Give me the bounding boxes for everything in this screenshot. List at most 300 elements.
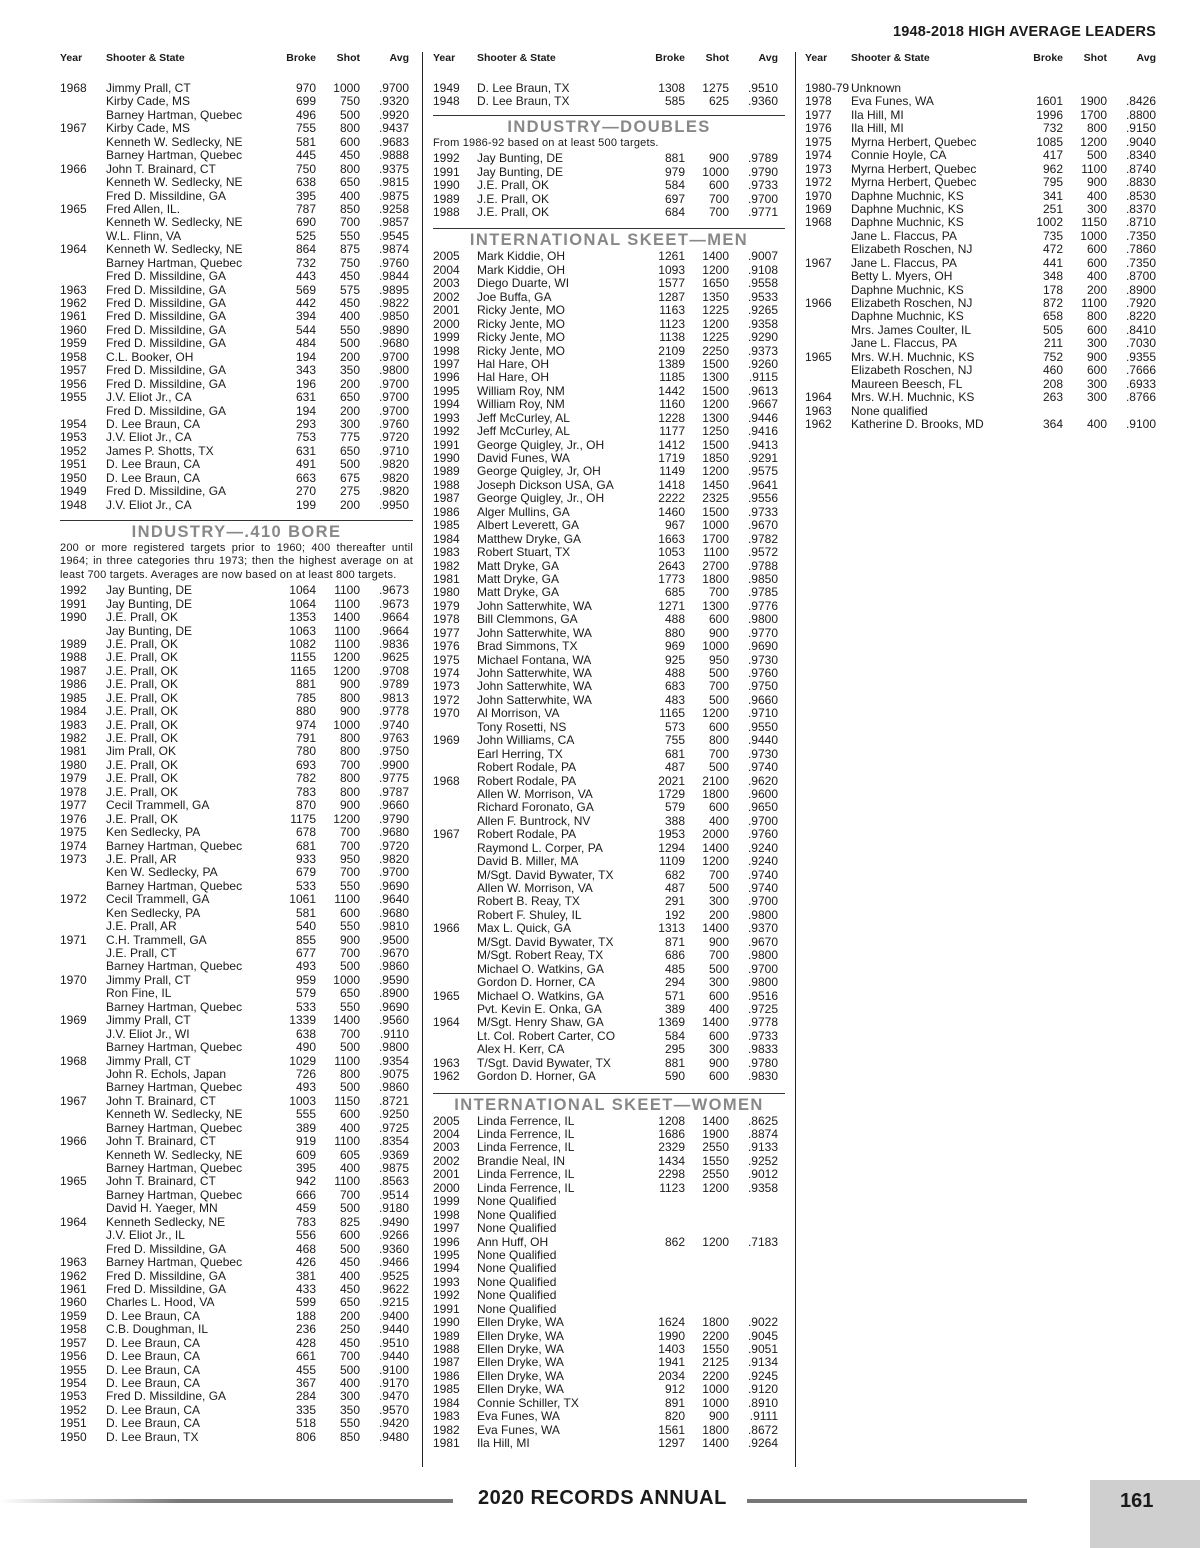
row-shot: 550 xyxy=(339,878,360,893)
row-broke: 556 xyxy=(295,1228,316,1243)
row-avg: .9291 xyxy=(747,451,778,466)
table-row xyxy=(433,721,785,734)
row-year xyxy=(433,963,477,976)
row-shot: 850 xyxy=(339,201,360,216)
table-row xyxy=(805,109,1157,122)
row-year xyxy=(433,895,477,908)
row-avg: .9570 xyxy=(378,1402,409,1417)
row-shot: 1200 xyxy=(702,706,729,721)
row-year: 1972 xyxy=(60,892,87,907)
header-year: Year xyxy=(60,52,83,64)
table-row xyxy=(805,203,1157,216)
row-shot: 700 xyxy=(708,867,729,882)
row-broke: 735 xyxy=(1042,228,1063,243)
row-shot: 1000 xyxy=(702,518,729,533)
row-year: 1989 xyxy=(433,464,460,479)
row-shooter: Barney Hartman, Quebec xyxy=(106,1188,243,1202)
row-avg: .9375 xyxy=(378,161,409,176)
table-row xyxy=(433,600,785,613)
row-shooter: D. Lee Braun, TX xyxy=(477,82,570,95)
row-shot: 1350 xyxy=(702,289,729,304)
row-shot: 1000 xyxy=(1080,228,1107,243)
table-row xyxy=(433,82,785,95)
row-broke: 1403 xyxy=(658,1342,685,1357)
row-avg: .9830 xyxy=(747,1069,778,1084)
row-avg: .9710 xyxy=(378,443,409,458)
row-year: 1958 xyxy=(60,1322,87,1337)
row-year: 1997 xyxy=(433,356,460,371)
row-broke: 1996 xyxy=(1036,107,1063,122)
row-shooter: J.E. Prall, OK xyxy=(477,192,550,206)
row-year xyxy=(60,1189,106,1202)
row-shot: 675 xyxy=(339,470,360,485)
footer-rule-right xyxy=(747,1499,1027,1503)
row-shot: 1100 xyxy=(703,545,729,560)
row-broke: 1418 xyxy=(658,477,685,492)
row-year: 1962 xyxy=(805,416,832,431)
row-shot: 700 xyxy=(708,191,729,206)
table-row xyxy=(60,1377,413,1390)
table-row xyxy=(433,788,785,801)
row-shooter: Jimmy Prall, CT xyxy=(106,82,191,95)
row-shooter: D. Lee Braun, CA xyxy=(106,471,201,485)
row-year: 1988 xyxy=(433,1342,460,1357)
table-row xyxy=(433,1383,785,1396)
table-row xyxy=(433,855,785,868)
row-avg: .9790 xyxy=(378,811,409,826)
row-shooter: J.V. Eliot Jr., CA xyxy=(106,498,192,512)
row-year: 1974 xyxy=(433,666,460,681)
row-year: 1983 xyxy=(60,717,87,732)
row-broke: 1123 xyxy=(659,316,685,331)
row-shooter: J.E. Prall, AR xyxy=(106,852,177,866)
table-row xyxy=(433,922,785,935)
row-broke: 686 xyxy=(664,948,685,963)
row-shot xyxy=(685,1262,729,1275)
row-avg: .9860 xyxy=(378,959,409,974)
table-row xyxy=(433,425,785,438)
row-avg: .9446 xyxy=(747,410,778,425)
table-row xyxy=(60,136,413,149)
row-broke: 270 xyxy=(295,484,316,499)
row-broke: 194 xyxy=(295,403,316,418)
table-row xyxy=(433,882,785,895)
row-shooter: Barney Hartman, Quebec xyxy=(106,839,243,853)
row-shot: 650 xyxy=(339,390,360,405)
row-avg: .9558 xyxy=(747,276,778,291)
row-year: 1995 xyxy=(433,383,460,398)
row-avg: .8910 xyxy=(747,1395,778,1410)
row-avg: .7860 xyxy=(1125,242,1156,257)
row-year: 1997 xyxy=(433,1221,460,1236)
row-year: 1988 xyxy=(433,205,460,220)
row-avg: .9733 xyxy=(747,178,778,193)
row-shot: 825 xyxy=(339,1214,360,1229)
table-row xyxy=(433,936,785,949)
row-shooter: Ron Fine, IL xyxy=(106,987,172,1001)
row-shooter: J.E. Prall, OK xyxy=(106,637,179,651)
row-shot: 1000 xyxy=(333,972,360,987)
row-broke: 1434 xyxy=(658,1153,685,1168)
row-shot: 1300 xyxy=(702,598,729,613)
table-row xyxy=(433,385,785,398)
row-shooter: Ricky Jente, MO xyxy=(477,331,566,345)
row-avg: .9622 xyxy=(378,1281,409,1296)
row-year: 2000 xyxy=(433,316,460,331)
row-shooter: John T. Brainard, CT xyxy=(106,1094,216,1108)
row-broke: 690 xyxy=(295,215,316,230)
row-avg: .9890 xyxy=(378,322,409,337)
header-broke: Broke xyxy=(286,52,316,64)
table-row xyxy=(433,318,785,331)
row-shooter: D. Lee Braun, TX xyxy=(106,1430,199,1444)
row-avg: .9620 xyxy=(747,773,778,788)
table-row xyxy=(805,163,1157,176)
row-shot: 1100 xyxy=(334,1174,360,1189)
row-avg: .9740 xyxy=(747,867,778,882)
row-year: 1965 xyxy=(60,201,87,216)
row-broke: 291 xyxy=(664,894,685,909)
row-avg: .8710 xyxy=(1125,215,1156,230)
row-avg: .7350 xyxy=(1125,255,1156,270)
row-year xyxy=(60,136,106,149)
row-year: 1983 xyxy=(433,1409,460,1424)
row-shot: 200 xyxy=(339,376,360,391)
row-broke: 1261 xyxy=(658,249,685,264)
row-shooter: J.E. Prall, OK xyxy=(106,732,179,746)
row-broke: 755 xyxy=(295,121,316,136)
table-row xyxy=(60,1149,413,1162)
row-shot: 1200 xyxy=(702,1180,729,1195)
row-avg: .9690 xyxy=(378,999,409,1014)
row-broke xyxy=(645,1289,685,1302)
row-avg: .9022 xyxy=(747,1315,778,1330)
row-avg: .9700 xyxy=(378,81,409,95)
row-shooter: M/Sgt. Henry Shaw, GA xyxy=(477,1016,604,1030)
row-broke: 1003 xyxy=(289,1093,316,1108)
row-broke xyxy=(645,1222,685,1235)
row-avg: .9690 xyxy=(378,878,409,893)
row-shooter: Robert Rodale, PA xyxy=(477,828,577,842)
row-shot: 200 xyxy=(339,1308,360,1323)
row-broke: 693 xyxy=(295,757,316,772)
row-shot: 1550 xyxy=(702,1153,729,1168)
column-divider xyxy=(795,52,796,1467)
table-row xyxy=(60,1001,413,1014)
table-row xyxy=(60,445,413,458)
row-avg: .9170 xyxy=(378,1376,409,1391)
table-row xyxy=(60,840,413,853)
row-shot: 700 xyxy=(339,825,360,840)
row-shooter: Barney Hartman, Quebec xyxy=(106,1081,243,1095)
row-broke: 599 xyxy=(295,1295,316,1310)
header-year: Year xyxy=(805,52,828,64)
row-shot: 500 xyxy=(339,1080,360,1095)
row-shooter: David H. Yaeger, MN xyxy=(106,1202,218,1216)
row-broke: 1601 xyxy=(1036,94,1063,109)
row-avg: .9700 xyxy=(747,961,778,976)
row-avg: .7183 xyxy=(747,1234,778,1249)
row-shot: 1900 xyxy=(1080,94,1107,109)
row-shooter: Raymond L. Corper, PA xyxy=(477,841,603,855)
row-broke: 677 xyxy=(295,946,316,961)
row-year: 1965 xyxy=(805,349,832,364)
row-avg: .9788 xyxy=(747,558,778,573)
row-shooter: Barney Hartman, Quebec xyxy=(106,1121,243,1135)
row-shot: 900 xyxy=(339,677,360,692)
row-avg: .9740 xyxy=(747,760,778,775)
row-year: 1950 xyxy=(60,470,87,485)
row-avg: .9800 xyxy=(747,612,778,627)
row-year: 1967 xyxy=(60,1093,87,1108)
row-year: 1958 xyxy=(60,349,87,364)
table-row xyxy=(433,1030,785,1043)
row-broke: 1663 xyxy=(658,531,685,546)
row-shooter: M/Sgt. David Bywater, TX xyxy=(477,935,614,949)
row-broke: 1002 xyxy=(1036,215,1063,230)
section-title: INTERNATIONAL SKEET—MEN xyxy=(433,228,785,250)
row-avg: .9844 xyxy=(378,269,409,284)
row-shooter: Kenneth W. Sedlecky, NE xyxy=(106,216,243,230)
row-avg: .9150 xyxy=(1125,121,1156,136)
row-avg: .9778 xyxy=(378,704,409,719)
row-shooter: Kenneth W. Sedlecky, NE xyxy=(106,243,243,257)
row-shooter: Unknown xyxy=(851,82,902,95)
table-row xyxy=(433,1437,785,1450)
row-shooter: Fred D. Missildine, GA xyxy=(106,270,227,284)
row-shooter: J.E. Prall, OK xyxy=(106,772,179,786)
row-shooter: Jeff McCurley, AL xyxy=(477,425,570,439)
row-shot: 1300 xyxy=(702,410,729,425)
row-shooter: Jane L. Flaccus, PA xyxy=(851,229,957,243)
row-broke: 1175 xyxy=(290,811,316,826)
row-avg: .9789 xyxy=(378,677,409,692)
row-shot: 700 xyxy=(339,215,360,230)
row-year: 1963 xyxy=(60,282,87,297)
row-shooter: Fred D. Missildine, GA xyxy=(106,364,227,378)
row-year: 1965 xyxy=(433,988,460,1003)
row-shot: 900 xyxy=(708,1055,729,1070)
row-shot: 1800 xyxy=(702,571,729,586)
row-broke: 782 xyxy=(295,771,316,786)
row-year: 1984 xyxy=(433,1395,460,1410)
row-avg: .9836 xyxy=(378,636,409,651)
row-year xyxy=(60,625,106,638)
row-shooter: None Qualified xyxy=(477,1248,557,1262)
row-avg: .9708 xyxy=(378,663,409,678)
row-shooter: None Qualified xyxy=(477,1289,557,1303)
row-avg: .9265 xyxy=(747,303,778,318)
row-shooter: Michael Fontana, WA xyxy=(477,653,592,667)
row-broke: 684 xyxy=(664,205,685,220)
row-broke: 638 xyxy=(295,1026,316,1041)
row-broke: 1287 xyxy=(658,289,685,304)
table-row xyxy=(433,869,785,882)
row-shot: 350 xyxy=(339,363,360,378)
row-broke: 679 xyxy=(295,865,316,880)
row-shooter: Kenneth W. Sedlecky, NE xyxy=(106,176,243,190)
row-broke: 1053 xyxy=(658,545,685,560)
row-shooter: J.E. Prall, OK xyxy=(106,611,179,625)
section-title: INDUSTRY—DOUBLES xyxy=(433,115,785,137)
row-shooter: Ken W. Sedlecky, PA xyxy=(106,866,218,880)
row-avg: .9575 xyxy=(747,464,778,479)
row-broke: 389 xyxy=(295,1120,316,1135)
row-shot: 605 xyxy=(339,1147,360,1162)
row-shooter: Fred D. Missildine, GA xyxy=(106,337,227,351)
table-row xyxy=(433,1155,785,1168)
row-shot: 700 xyxy=(339,838,360,853)
table-row xyxy=(60,732,413,745)
table-row xyxy=(60,418,413,431)
row-shot: 1100 xyxy=(334,636,360,651)
row-shot: 850 xyxy=(339,1429,360,1444)
row-year: 1991 xyxy=(433,164,460,179)
row-shot: 300 xyxy=(708,894,729,909)
table-row xyxy=(433,990,785,1003)
row-shooter: Jay Bunting, DE xyxy=(477,165,564,179)
row-broke: 1208 xyxy=(658,1113,685,1128)
table-row xyxy=(433,1003,785,1016)
row-avg: .9120 xyxy=(747,1382,778,1397)
row-broke: 1149 xyxy=(659,464,685,479)
row-broke: 487 xyxy=(664,881,685,896)
row-broke: 658 xyxy=(1042,309,1063,324)
row-year: 1964 xyxy=(805,390,832,405)
row-year xyxy=(60,1202,106,1215)
row-broke: 891 xyxy=(664,1395,685,1410)
row-broke: 755 xyxy=(664,733,685,748)
records-table xyxy=(433,152,785,219)
row-shot: 700 xyxy=(339,1349,360,1364)
row-shooter: J.V. Eliot Jr., CA xyxy=(106,431,192,445)
row-shot: 2000 xyxy=(702,827,729,842)
row-shot: 1800 xyxy=(702,786,729,801)
row-broke: 970 xyxy=(295,81,316,95)
row-year: 1973 xyxy=(805,161,832,176)
row-shot: 600 xyxy=(339,905,360,920)
row-year xyxy=(805,270,851,283)
row-shooter: Matt Dryke, GA xyxy=(477,559,560,573)
row-broke: 682 xyxy=(664,867,685,882)
row-year: 1966 xyxy=(60,1134,87,1149)
row-avg: .9850 xyxy=(378,309,409,324)
row-shooter: Hal Hare, OH xyxy=(477,357,550,371)
row-shot xyxy=(685,1209,729,1222)
row-shooter: Elizabeth Roschen, NJ xyxy=(851,297,973,310)
row-broke: 806 xyxy=(295,1429,316,1444)
row-broke: 683 xyxy=(664,679,685,694)
row-shot: 500 xyxy=(708,692,729,707)
row-broke: 1138 xyxy=(659,330,685,345)
row-year xyxy=(60,176,106,189)
row-year: 1972 xyxy=(805,175,832,190)
table-row xyxy=(433,949,785,962)
table-row xyxy=(433,250,785,263)
row-shot: 1200 xyxy=(702,397,729,412)
row-broke: 394 xyxy=(295,309,316,324)
row-avg: .8410 xyxy=(1125,322,1156,337)
row-shooter: Mrs. W.H. Muchnic, KS xyxy=(851,350,975,364)
row-year xyxy=(60,1243,106,1256)
table-row xyxy=(433,546,785,559)
row-broke: 1093 xyxy=(658,262,685,277)
row-avg: .9700 xyxy=(378,865,409,880)
row-year xyxy=(60,257,106,270)
row-year xyxy=(433,936,477,949)
row-shot: 700 xyxy=(708,679,729,694)
row-avg: .9111 xyxy=(749,1409,778,1424)
row-avg: .8340 xyxy=(1125,148,1156,163)
row-avg: .9470 xyxy=(378,1389,409,1404)
table-row xyxy=(805,418,1157,431)
row-broke: 1294 xyxy=(658,840,685,855)
row-year: 1983 xyxy=(433,545,460,560)
row-shooter: Ellen Dryke, WA xyxy=(477,1343,564,1357)
row-year xyxy=(433,909,477,922)
row-avg: .9134 xyxy=(747,1355,778,1370)
row-shot: 500 xyxy=(339,457,360,472)
row-broke: 881 xyxy=(664,1055,685,1070)
column-1 xyxy=(60,50,413,1444)
table-row xyxy=(60,1202,413,1215)
table-row xyxy=(433,492,785,505)
row-shooter: Betty L. Myers, OH xyxy=(851,270,953,284)
row-broke: 785 xyxy=(295,690,316,705)
row-shooter: Ricky Jente, MO xyxy=(477,317,566,331)
row-broke: 780 xyxy=(295,744,316,759)
table-row xyxy=(805,176,1157,189)
row-shooter: Cecil Trammell, GA xyxy=(106,893,210,907)
row-shot: 600 xyxy=(1086,255,1107,270)
row-shooter: Daphne Muchnic, KS xyxy=(851,189,964,203)
row-year: 1975 xyxy=(60,825,87,840)
row-shooter: Elizabeth Roschen, NJ xyxy=(851,364,973,378)
row-broke: 1990 xyxy=(658,1328,685,1343)
table-row xyxy=(60,1095,413,1108)
row-broke: 1064 xyxy=(289,596,316,611)
row-avg: .9833 xyxy=(747,1042,778,1057)
row-shot: 2325 xyxy=(702,491,729,506)
row-year xyxy=(433,882,477,895)
row-broke: 959 xyxy=(295,972,316,987)
row-year xyxy=(60,95,106,108)
row-shooter: Fred D. Missildine, GA xyxy=(106,404,227,418)
row-shot: 700 xyxy=(339,1026,360,1041)
row-shot: 400 xyxy=(339,309,360,324)
row-shooter: Myrna Herbert, Quebec xyxy=(851,162,977,176)
row-year: 1967 xyxy=(60,121,87,136)
row-year xyxy=(60,1081,106,1094)
row-avg: .8874 xyxy=(747,1127,778,1142)
row-shooter: J.E. Prall, OK xyxy=(106,691,179,705)
table-row xyxy=(433,815,785,828)
row-shooter: Linda Ferrence, IL xyxy=(477,1168,575,1182)
row-avg: .9820 xyxy=(378,851,409,866)
row-year xyxy=(805,230,851,243)
table-row xyxy=(60,1310,413,1323)
row-broke: 389 xyxy=(664,1001,685,1016)
row-broke: 795 xyxy=(1042,175,1063,190)
row-shooter: Barney Hartman, Quebec xyxy=(106,256,243,270)
row-broke: 236 xyxy=(295,1322,316,1337)
row-year: 1979 xyxy=(60,771,87,786)
row-year: 1961 xyxy=(60,1281,87,1296)
row-avg: .9667 xyxy=(747,397,778,412)
row-broke: 484 xyxy=(295,336,316,351)
row-year: 1957 xyxy=(60,1335,87,1350)
row-shot: 300 xyxy=(339,416,360,431)
